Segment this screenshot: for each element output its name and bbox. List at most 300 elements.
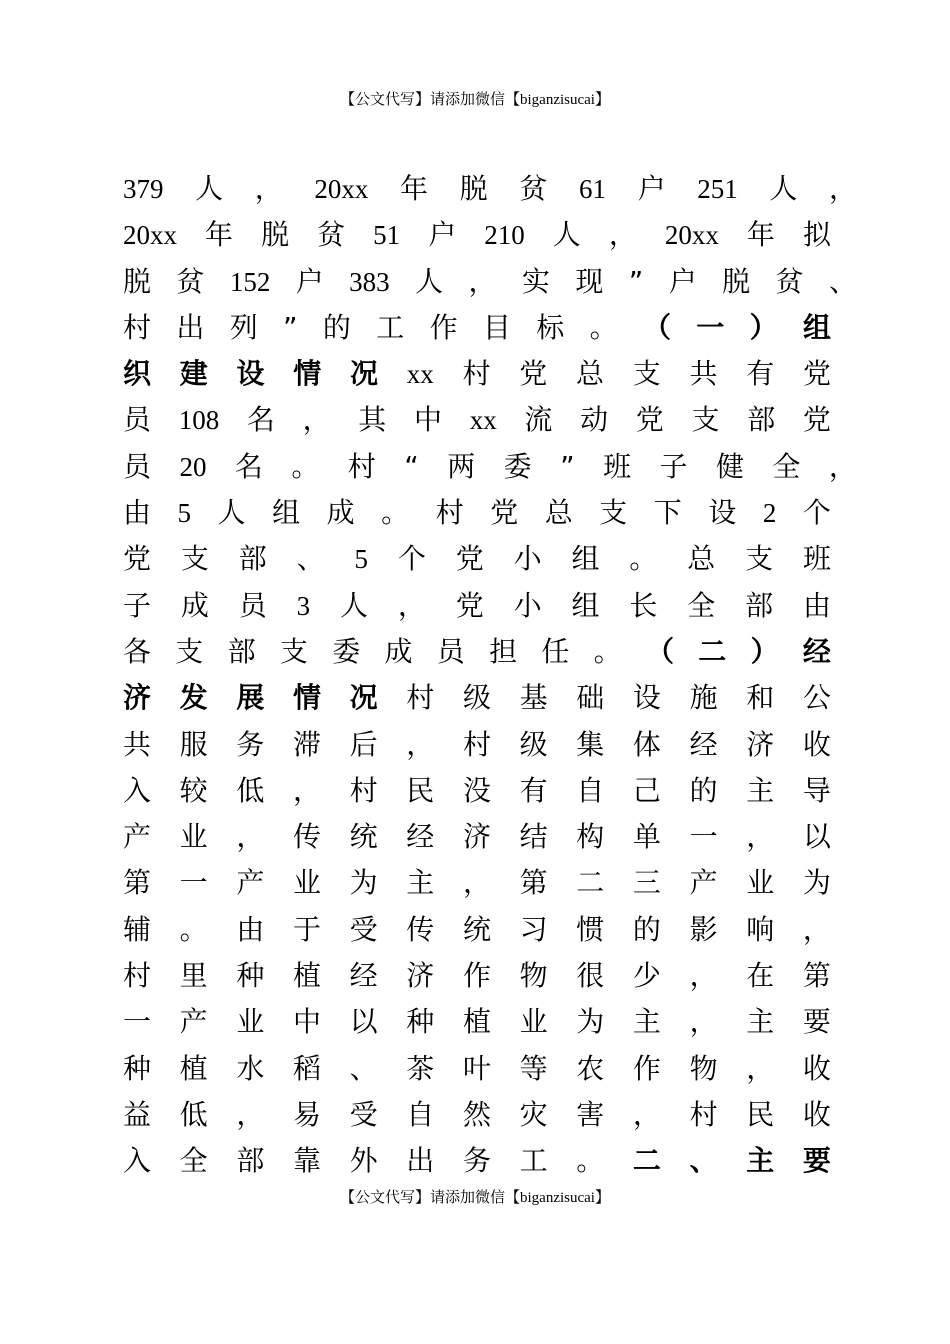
text-token: 在: [746, 959, 775, 993]
text-token: 支: [279, 634, 308, 668]
text-token: 组: [272, 496, 301, 530]
text-token: 展: [236, 681, 265, 715]
text-token: 年: [400, 172, 429, 205]
text-token: ，: [802, 912, 831, 946]
text-token: 习: [519, 912, 548, 946]
text-token: 子: [659, 449, 688, 483]
text-token: ，: [254, 172, 283, 205]
text-token: 村: [123, 310, 152, 344]
text-token: 二: [632, 1144, 661, 1178]
text-token: 人: [195, 172, 224, 205]
text-token: 210: [484, 220, 525, 251]
text-line: [123, 583, 831, 629]
text-line: [123, 722, 831, 768]
text-token: 很: [576, 959, 605, 993]
text-token: 要: [802, 1144, 831, 1178]
text-token: 单: [632, 820, 661, 854]
text-token: 农: [576, 1051, 605, 1085]
text-token: 小: [513, 588, 542, 622]
text-token: 况: [350, 357, 379, 391]
text-token: 益: [123, 1097, 152, 1131]
text-line: [123, 768, 831, 814]
text-token: xx: [469, 405, 497, 436]
text-token: 成: [326, 496, 355, 530]
text-token: 设: [236, 357, 265, 391]
text-token: 作: [462, 959, 491, 993]
text-token: 础: [576, 681, 605, 715]
text-token: 人: [415, 264, 444, 298]
text-token: 户: [428, 218, 457, 252]
text-token: 受: [349, 912, 378, 946]
text-token: ”: [283, 310, 298, 344]
text-token: 织: [123, 357, 152, 391]
text-token: 出: [176, 310, 205, 344]
text-token: 拟: [802, 218, 831, 252]
text-token: 植: [292, 959, 321, 993]
text-token: 物: [519, 959, 548, 993]
text-token: 。: [629, 542, 658, 576]
text-token: 少: [632, 959, 661, 993]
text-line: [123, 860, 831, 906]
text-line: [123, 444, 857, 490]
text-token: 低: [236, 773, 265, 807]
text-token: 全: [772, 449, 801, 483]
text-token: 标: [536, 310, 565, 344]
text-token: 支: [599, 496, 628, 530]
text-token: 员: [123, 403, 152, 437]
text-token: 成: [180, 588, 209, 622]
text-token: 稻: [292, 1051, 321, 1085]
text-token: 20xx: [664, 220, 719, 251]
text-token: 村: [406, 681, 435, 715]
text-token: 主: [406, 866, 435, 900]
text-token: 脱: [123, 264, 152, 298]
text-token: ，: [406, 727, 435, 761]
text-token: 两: [447, 449, 476, 483]
text-token: 收: [802, 1051, 831, 1085]
text-token: 。: [179, 912, 208, 946]
text-token: 党: [802, 403, 831, 437]
text-token: 传: [406, 912, 435, 946]
text-token: 一: [689, 820, 718, 854]
text-token: 动: [580, 403, 609, 437]
text-token: 后: [349, 727, 378, 761]
text-token: 产: [236, 866, 265, 900]
text-token: 各: [123, 634, 152, 668]
text-token: 构: [576, 820, 605, 854]
text-token: 公: [802, 681, 831, 715]
text-token: 易: [292, 1097, 321, 1131]
text-line: [123, 1046, 831, 1092]
text-token: 经: [802, 634, 831, 668]
text-token: 名: [234, 449, 263, 483]
text-token: 施: [689, 681, 718, 715]
text-token: 产: [179, 1005, 208, 1039]
text-token: 统: [462, 912, 491, 946]
text-token: 济: [406, 959, 435, 993]
text-token: 村: [123, 959, 152, 993]
text-token: 收: [802, 727, 831, 761]
text-line: [123, 212, 831, 258]
text-token: 二: [576, 866, 605, 900]
text-token: ，: [608, 218, 637, 252]
text-token: 收: [802, 1097, 831, 1131]
text-token: 经: [689, 727, 718, 761]
text-token: 3: [296, 590, 311, 621]
text-token: 组: [802, 310, 831, 344]
text-token: 受: [349, 1097, 378, 1131]
text-token: 成: [384, 634, 413, 668]
text-token: 民: [406, 773, 435, 807]
text-token: 害: [576, 1097, 605, 1131]
text-token: 脱: [261, 218, 290, 252]
text-token: 贫: [775, 264, 804, 298]
text-token: 体: [632, 727, 661, 761]
text-token: ，: [746, 1051, 775, 1085]
text-token: 经: [406, 820, 435, 854]
text-token: 贫: [317, 218, 346, 252]
text-token: 20xx: [123, 220, 177, 251]
text-token: 部: [238, 542, 267, 576]
text-line: [123, 814, 831, 860]
text-token: 济: [462, 820, 491, 854]
text-token: 里: [179, 959, 208, 993]
text-token: 结: [519, 820, 548, 854]
text-token: 服: [179, 727, 208, 761]
text-token: 人: [552, 218, 581, 252]
text-token: 委: [332, 634, 361, 668]
text-token: 党: [455, 588, 484, 622]
text-token: 组: [571, 542, 600, 576]
text-token: 人: [339, 588, 368, 622]
text-token: 支: [180, 542, 209, 576]
text-token: ”: [560, 449, 575, 483]
text-token: 自: [576, 773, 605, 807]
text-token: 户: [668, 264, 697, 298]
text-token: 等: [519, 1051, 548, 1085]
text-token: 108: [178, 405, 220, 436]
text-token: 党: [123, 542, 152, 576]
text-token: 班: [802, 542, 831, 576]
text-token: 20xx: [314, 174, 369, 204]
text-token: 作: [632, 1051, 661, 1085]
text-token: 主: [746, 1144, 775, 1178]
text-token: ）: [749, 310, 778, 344]
text-token: 支: [632, 357, 661, 391]
text-token: 统: [349, 820, 378, 854]
text-token: 惯: [576, 912, 605, 946]
text-token: 现: [575, 264, 604, 298]
text-token: 种: [236, 959, 265, 993]
text-token: 脱: [722, 264, 751, 298]
text-token: 基: [519, 681, 548, 715]
text-token: 部: [745, 588, 774, 622]
text-token: 村: [689, 1097, 718, 1131]
text-token: 。: [589, 310, 618, 344]
text-token: 、: [296, 542, 325, 576]
text-token: 小: [513, 542, 542, 576]
text-line: [123, 907, 831, 953]
text-token: 主: [746, 773, 775, 807]
text-token: 子: [123, 588, 152, 622]
text-token: 脱: [459, 172, 488, 205]
text-token: 支: [691, 403, 720, 437]
text-token: 自: [406, 1097, 435, 1131]
text-token: 灾: [519, 1097, 548, 1131]
text-token: 由: [802, 588, 831, 622]
text-token: 以: [349, 1005, 378, 1039]
text-token: 一: [179, 866, 208, 900]
text-token: 其: [358, 403, 387, 437]
text-token: 总: [575, 357, 604, 391]
text-line: [123, 999, 831, 1045]
text-line: [123, 166, 857, 212]
text-token: 。: [291, 449, 320, 483]
text-token: 滞: [292, 727, 321, 761]
text-token: 部: [236, 1144, 265, 1178]
text-token: 部: [227, 634, 256, 668]
text-token: 为: [349, 866, 378, 900]
text-token: 要: [802, 1005, 831, 1039]
text-token: 济: [746, 727, 775, 761]
text-token: 较: [179, 773, 208, 807]
text-token: 152: [229, 266, 271, 297]
text-token: 己: [632, 773, 661, 807]
text-token: 员: [123, 449, 152, 483]
text-token: 流: [524, 403, 553, 437]
text-token: 靠: [292, 1144, 321, 1178]
text-token: 。: [593, 634, 622, 668]
text-token: 为: [576, 1005, 605, 1039]
footer-note: 【公文代写】请添加微信【biganzisucai】: [340, 1190, 610, 1206]
text-token: 党: [455, 542, 484, 576]
text-token: 总: [687, 542, 716, 576]
text-token: 没: [462, 773, 491, 807]
text-token: 务: [236, 727, 265, 761]
text-token: 二: [698, 634, 727, 668]
text-token: 业: [236, 1005, 265, 1039]
text-token: 叶: [462, 1051, 491, 1085]
text-line: [123, 397, 831, 443]
text-token: 村: [462, 357, 491, 391]
text-line: [123, 351, 831, 397]
text-token: 组: [571, 588, 600, 622]
text-token: 年: [746, 218, 775, 252]
text-token: 情: [293, 357, 322, 391]
text-token: 379: [123, 174, 164, 204]
text-token: 户: [637, 172, 666, 205]
text-token: 251: [697, 174, 738, 204]
text-token: 共: [123, 727, 152, 761]
text-token: 、: [689, 1144, 718, 1178]
text-token: 村: [349, 773, 378, 807]
text-token: 第: [519, 866, 548, 900]
text-token: （: [642, 310, 671, 344]
text-token: 有: [519, 773, 548, 807]
text-line: [123, 1092, 831, 1138]
text-token: 担: [489, 634, 518, 668]
text-token: 中: [414, 403, 443, 437]
text-token: 辅: [123, 912, 152, 946]
text-token: 人: [217, 496, 246, 530]
text-token: ）: [750, 634, 779, 668]
text-token: 水: [236, 1051, 265, 1085]
text-token: 。: [381, 496, 410, 530]
text-token: 有: [746, 357, 775, 391]
text-token: 响: [746, 912, 775, 946]
text-token: 发: [179, 681, 208, 715]
text-token: 支: [175, 634, 204, 668]
text-token: ，: [302, 403, 331, 437]
text-token: ，: [746, 820, 775, 854]
text-token: 于: [292, 912, 321, 946]
text-line: [123, 490, 831, 536]
text-token: 级: [462, 681, 491, 715]
text-token: 业: [746, 866, 775, 900]
text-line: [123, 953, 831, 999]
text-line: [123, 305, 831, 351]
text-token: 产: [689, 866, 718, 900]
text-token: 383: [349, 266, 390, 297]
header-note: 【公文代写】请添加微信【biganzisucai】: [340, 92, 610, 108]
text-token: 务: [462, 1144, 491, 1178]
text-token: 植: [179, 1051, 208, 1085]
text-token: 然: [462, 1097, 491, 1131]
text-token: 班: [603, 449, 632, 483]
text-token: 级: [519, 727, 548, 761]
text-token: 全: [179, 1144, 208, 1178]
text-token: 为: [802, 866, 831, 900]
text-token: 第: [802, 959, 831, 993]
text-token: ，: [828, 172, 857, 205]
text-token: 贫: [176, 264, 205, 298]
text-token: 影: [689, 912, 718, 946]
text-token: 设: [708, 496, 737, 530]
text-token: 20: [179, 451, 207, 482]
text-token: ，: [236, 1097, 265, 1131]
text-token: ，: [828, 449, 857, 483]
text-token: 入: [123, 773, 152, 807]
text-token: 任: [541, 634, 570, 668]
text-token: 51: [373, 220, 401, 251]
text-token: 年: [205, 218, 234, 252]
text-token: 一: [123, 1005, 152, 1039]
text-token: 三: [632, 866, 661, 900]
text-token: 。: [576, 1144, 605, 1178]
text-token: 目: [482, 310, 511, 344]
text-token: 健: [715, 449, 744, 483]
text-line: [123, 675, 831, 721]
text-token: 种: [123, 1051, 152, 1085]
text-token: 61: [578, 174, 606, 204]
text-token: 共: [689, 357, 718, 391]
text-token: 传: [292, 820, 321, 854]
text-token: ，: [462, 866, 491, 900]
text-token: 员: [238, 588, 267, 622]
text-token: 个: [397, 542, 426, 576]
text-token: 民: [746, 1097, 775, 1131]
text-token: 集: [576, 727, 605, 761]
text-token: 的: [322, 310, 351, 344]
text-token: 业: [179, 820, 208, 854]
text-token: 业: [519, 1005, 548, 1039]
text-token: 济: [123, 681, 152, 715]
text-token: 工: [519, 1144, 548, 1178]
body-text: [123, 166, 857, 1185]
text-line: [123, 1138, 831, 1184]
text-token: 村: [435, 496, 464, 530]
text-token: ，: [689, 1005, 718, 1039]
text-token: 以: [802, 820, 831, 854]
text-token: 导: [802, 773, 831, 807]
text-token: 情: [292, 681, 321, 715]
text-token: 外: [349, 1144, 378, 1178]
text-token: 委: [503, 449, 532, 483]
text-token: ，: [397, 588, 426, 622]
text-token: 支: [745, 542, 774, 576]
text-token: 低: [179, 1097, 208, 1131]
text-token: 5: [177, 498, 192, 529]
text-token: 的: [689, 773, 718, 807]
text-token: 和: [746, 681, 775, 715]
text-token: 由: [236, 912, 265, 946]
text-token: 茶: [406, 1051, 435, 1085]
text-token: 种: [406, 1005, 435, 1039]
text-token: 村: [462, 727, 491, 761]
text-token: 实: [521, 264, 550, 298]
text-token: 建: [179, 357, 208, 391]
text-token: 个: [802, 496, 831, 530]
text-line: [123, 536, 831, 582]
text-token: 党: [802, 357, 831, 391]
text-token: 长: [629, 588, 658, 622]
text-line: [123, 629, 831, 675]
text-token: 由: [123, 496, 152, 530]
text-token: 总: [544, 496, 573, 530]
text-token: 户: [295, 264, 324, 298]
text-token: 部: [747, 403, 776, 437]
text-token: 第: [123, 866, 152, 900]
text-token: 党: [635, 403, 664, 437]
text-token: 产: [123, 820, 152, 854]
text-token: 况: [349, 681, 378, 715]
text-token: ，: [632, 1097, 661, 1131]
text-token: 植: [462, 1005, 491, 1039]
text-token: ”: [628, 264, 644, 298]
text-token: 出: [406, 1144, 435, 1178]
text-token: 一: [696, 310, 725, 344]
text-token: 作: [429, 310, 458, 344]
text-token: 经: [349, 959, 378, 993]
text-token: xx: [406, 359, 434, 390]
text-token: 村: [347, 449, 376, 483]
text-token: 物: [689, 1051, 718, 1085]
text-token: 人: [769, 172, 798, 205]
text-token: 中: [292, 1005, 321, 1039]
text-token: 5: [354, 544, 368, 575]
text-token: 2: [762, 498, 777, 529]
text-token: ，: [292, 773, 321, 807]
text-token: 全: [687, 588, 716, 622]
text-token: 名: [246, 403, 275, 437]
text-token: 工: [376, 310, 405, 344]
text-line: [123, 259, 857, 305]
text-token: 党: [490, 496, 519, 530]
text-token: 、: [828, 264, 857, 298]
text-token: （: [645, 634, 674, 668]
text-token: 业: [292, 866, 321, 900]
text-token: 的: [632, 912, 661, 946]
